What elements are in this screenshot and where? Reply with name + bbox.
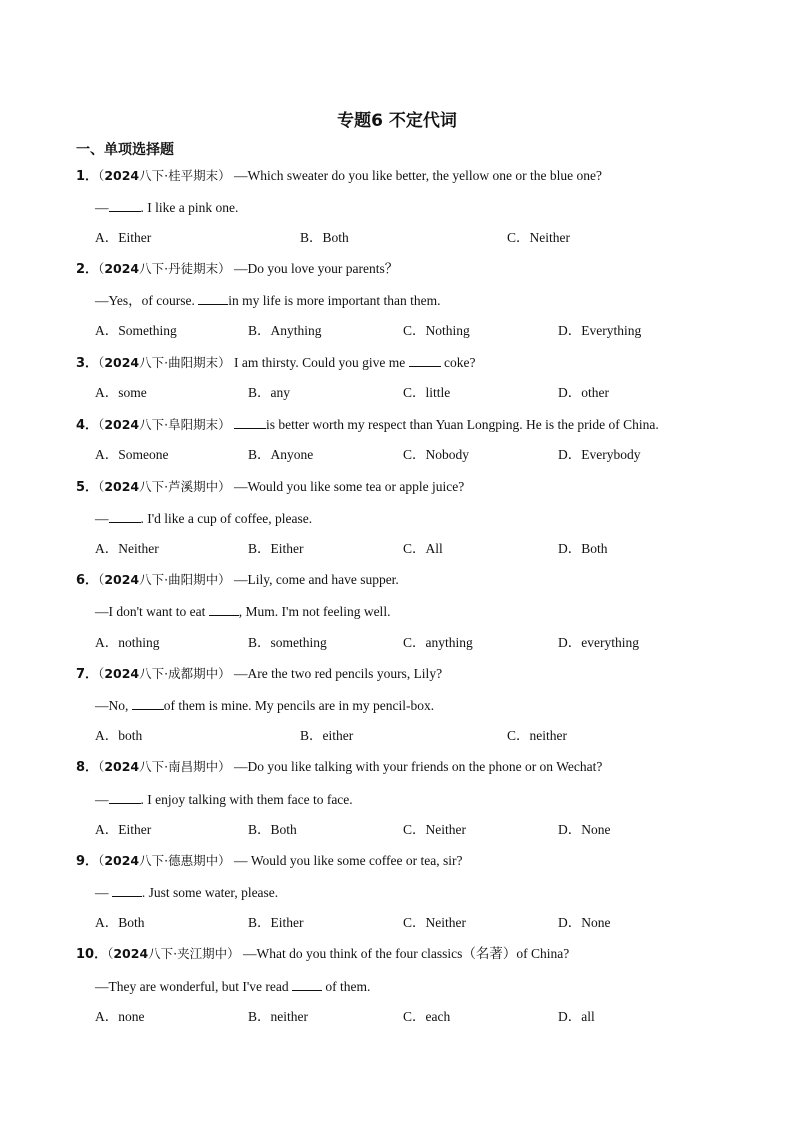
- answer-option[interactable]: [558, 385, 609, 401]
- option-text: Either: [270, 915, 304, 930]
- source-exam: 八下·曲阳期中: [139, 572, 219, 587]
- answer-blank[interactable]: [209, 603, 239, 616]
- source-year: 2024: [104, 666, 140, 681]
- source-year: 2024: [104, 572, 140, 587]
- option-text: Neither: [425, 915, 466, 930]
- source-year: 2024: [104, 759, 140, 774]
- source-close: ）: [218, 261, 231, 276]
- source-exam: 八下·曲阳期末: [139, 355, 219, 370]
- answer-option[interactable]: [95, 728, 142, 744]
- option-text: Either: [118, 822, 152, 837]
- answer-blank[interactable]: [292, 978, 322, 991]
- option-letter: C．: [403, 447, 426, 462]
- answer-option[interactable]: [95, 915, 145, 931]
- option-text: either: [322, 728, 354, 743]
- option-letter: C．: [403, 915, 426, 930]
- stem-text: —: [95, 511, 109, 526]
- answer-option[interactable]: [95, 541, 159, 557]
- source-exam: 八下·丹徒期末: [139, 261, 219, 276]
- source-close: ）: [218, 759, 231, 774]
- answer-option[interactable]: [403, 541, 443, 557]
- source-exam: 八下·夹江期中: [148, 946, 228, 961]
- option-text: none: [118, 1009, 145, 1024]
- option-text: everything: [581, 635, 639, 650]
- source-close: ）: [218, 479, 231, 494]
- option-letter: B．: [248, 635, 271, 650]
- option-text: Either: [270, 541, 304, 556]
- option-letter: C．: [507, 728, 530, 743]
- option-text: some: [118, 385, 147, 400]
- option-letter: B．: [248, 541, 271, 556]
- answer-option[interactable]: [248, 541, 304, 557]
- option-text: nothing: [118, 635, 160, 650]
- answer-option[interactable]: [507, 728, 567, 744]
- option-letter: A．: [95, 541, 119, 556]
- question-stem: [76, 261, 398, 278]
- option-text: Anyone: [270, 447, 314, 462]
- answer-option[interactable]: [403, 1009, 450, 1025]
- source-year: 2024: [104, 355, 140, 370]
- question-stem: [76, 759, 602, 776]
- option-letter: A．: [95, 230, 119, 245]
- question-reply: [95, 292, 440, 309]
- option-letter: D．: [558, 635, 582, 650]
- question-number: 10．: [76, 947, 108, 962]
- option-letter: D．: [558, 323, 582, 338]
- option-text: neither: [529, 728, 567, 743]
- stem-text: —They are wonderful, but I've read: [95, 979, 292, 994]
- answer-option[interactable]: [248, 822, 297, 838]
- answer-option[interactable]: [558, 541, 608, 557]
- source-year: 2024: [104, 168, 140, 183]
- question-source: （2024八下·芦溪期中）: [98, 479, 231, 494]
- option-text: Both: [118, 915, 145, 930]
- option-text: None: [581, 822, 611, 837]
- page-title: 专题6 不定代词: [337, 111, 457, 131]
- question-number: 5．: [76, 480, 99, 495]
- stem-text: is better worth my respect than Yuan Longping. He is the pride of China.: [265, 417, 659, 432]
- stem-text: coke?: [440, 355, 476, 370]
- option-letter: A．: [95, 822, 119, 837]
- answer-option[interactable]: [507, 230, 570, 246]
- stem-text: of them.: [321, 979, 371, 994]
- option-text: other: [581, 385, 609, 400]
- option-text: Both: [581, 541, 608, 556]
- option-letter: D．: [558, 915, 582, 930]
- option-letter: A．: [95, 915, 119, 930]
- source-year: 2024: [104, 479, 140, 494]
- stem-text: —Yes，of course.: [95, 293, 199, 308]
- option-letter: B．: [248, 822, 271, 837]
- answer-option[interactable]: [558, 323, 641, 339]
- question-stem: [76, 666, 442, 683]
- source-close: ）: [218, 666, 231, 681]
- answer-option[interactable]: [248, 915, 304, 931]
- stem-text: . Just some water, please.: [141, 885, 279, 900]
- source-exam: 八下·南昌期中: [139, 759, 219, 774]
- answer-option[interactable]: [95, 447, 169, 463]
- question-reply: [95, 697, 434, 714]
- question-source: （2024八下·成都期中）: [98, 666, 231, 681]
- question-reply: [95, 199, 238, 216]
- source-close: ）: [218, 168, 231, 183]
- source-close: ）: [218, 417, 231, 432]
- option-text: Either: [118, 230, 152, 245]
- answer-option[interactable]: [403, 323, 470, 339]
- answer-option[interactable]: [403, 447, 469, 463]
- option-letter: C．: [507, 230, 530, 245]
- option-letter: B．: [248, 1009, 271, 1024]
- source-close: ）: [218, 572, 231, 587]
- stem-text: in my life is more important than them.: [228, 293, 441, 308]
- option-text: Both: [322, 230, 349, 245]
- option-letter: B．: [248, 447, 271, 462]
- option-text: Neither: [425, 822, 466, 837]
- option-text: each: [425, 1009, 451, 1024]
- answer-option[interactable]: [558, 447, 640, 463]
- option-letter: C．: [403, 822, 426, 837]
- question-reply: [95, 978, 370, 995]
- option-letter: D．: [558, 822, 582, 837]
- source-year: 2024: [104, 261, 140, 276]
- source-close: ）: [227, 946, 240, 961]
- answer-option[interactable]: [558, 635, 639, 651]
- answer-blank[interactable]: [198, 292, 228, 305]
- question-stem: [76, 416, 659, 434]
- source-close: ）: [218, 853, 231, 868]
- answer-blank[interactable]: [112, 884, 142, 897]
- option-text: anything: [425, 635, 473, 650]
- stem-text: of them is mine. My pencils are in my pencil-box.: [163, 698, 435, 713]
- answer-option[interactable]: [300, 230, 349, 246]
- stem-text: —Which sweater do you like better, the yellow one or the blue one?: [233, 168, 602, 183]
- question-number: 7．: [76, 667, 99, 682]
- question-source: （2024八下·夹江期中）: [107, 946, 240, 961]
- option-text: Everything: [581, 323, 642, 338]
- option-letter: B．: [300, 230, 323, 245]
- option-letter: B．: [248, 385, 271, 400]
- question-reply: [95, 603, 390, 620]
- stem-text: , Mum. I'm not feeling well.: [238, 604, 391, 619]
- answer-option[interactable]: [95, 230, 151, 246]
- stem-text: —: [95, 885, 112, 900]
- answer-option[interactable]: [95, 323, 177, 339]
- answer-option[interactable]: [95, 822, 151, 838]
- option-text: All: [425, 541, 443, 556]
- option-letter: B．: [300, 728, 323, 743]
- option-letter: A．: [95, 447, 119, 462]
- option-text: Neither: [529, 230, 570, 245]
- option-letter: D．: [558, 385, 582, 400]
- option-letter: B．: [248, 323, 271, 338]
- answer-option[interactable]: [558, 915, 611, 931]
- option-text: something: [270, 635, 327, 650]
- answer-option[interactable]: [300, 728, 353, 744]
- stem-text: —I don't want to eat: [95, 604, 209, 619]
- option-letter: A．: [95, 385, 119, 400]
- option-letter: C．: [403, 635, 426, 650]
- answer-option[interactable]: [403, 385, 450, 401]
- option-text: little: [425, 385, 451, 400]
- answer-blank[interactable]: [109, 510, 141, 523]
- question-stem: [76, 354, 475, 372]
- answer-option[interactable]: [248, 1009, 308, 1025]
- answer-option[interactable]: [248, 635, 327, 651]
- source-year: 2024: [104, 417, 140, 432]
- option-text: all: [581, 1009, 595, 1024]
- question-source: （2024八下·桂平期末）: [98, 168, 231, 183]
- section-heading: 一、单项选择题: [76, 142, 174, 158]
- question-source: （2024八下·丹徒期末）: [98, 261, 231, 276]
- question-number: 9．: [76, 854, 99, 869]
- answer-blank[interactable]: [234, 416, 266, 429]
- question-source: （2024八下·德惠期中）: [98, 853, 231, 868]
- question-number: 2．: [76, 262, 99, 277]
- question-stem: [76, 853, 462, 870]
- answer-option[interactable]: [95, 635, 160, 651]
- answer-option[interactable]: [558, 1009, 595, 1025]
- stem-text: — Would you like some coffee or tea, sir?: [233, 853, 463, 868]
- option-letter: D．: [558, 1009, 582, 1024]
- option-text: neither: [270, 1009, 308, 1024]
- option-letter: B．: [248, 915, 271, 930]
- question-stem: [76, 946, 569, 963]
- option-letter: C．: [403, 323, 426, 338]
- option-letter: A．: [95, 1009, 119, 1024]
- answer-option[interactable]: [403, 635, 473, 651]
- option-text: None: [581, 915, 611, 930]
- option-letter: C．: [403, 541, 426, 556]
- question-reply: [95, 510, 312, 527]
- stem-text: . I like a pink one.: [140, 200, 239, 215]
- option-letter: C．: [403, 1009, 426, 1024]
- question-source: （2024八下·曲阳期中）: [98, 572, 231, 587]
- stem-text: —Do you love your parents？: [233, 261, 399, 276]
- question-stem: [76, 572, 399, 589]
- question-source: （2024八下·南昌期中）: [98, 759, 231, 774]
- answer-option[interactable]: [95, 1009, 145, 1025]
- answer-option[interactable]: [95, 385, 147, 401]
- option-text: both: [118, 728, 143, 743]
- question-number: 8．: [76, 760, 99, 775]
- answer-option[interactable]: [403, 822, 466, 838]
- stem-text: —No,: [95, 698, 132, 713]
- question-number: 3．: [76, 356, 99, 371]
- stem-text: —What do you think of the four classics（名著）of China?: [243, 946, 570, 961]
- option-text: Neither: [118, 541, 159, 556]
- source-close: ）: [218, 355, 231, 370]
- source-year: 2024: [113, 946, 149, 961]
- option-text: Both: [270, 822, 297, 837]
- option-text: any: [270, 385, 291, 400]
- stem-text: —: [95, 792, 109, 807]
- answer-blank[interactable]: [409, 354, 441, 367]
- answer-option[interactable]: [248, 385, 290, 401]
- option-letter: A．: [95, 323, 119, 338]
- option-letter: D．: [558, 447, 582, 462]
- question-reply: [95, 791, 353, 808]
- source-exam: 八下·成都期中: [139, 666, 219, 681]
- stem-text: . I'd like a cup of coffee, please.: [140, 511, 313, 526]
- stem-text: I am thirsty. Could you give me: [233, 355, 409, 370]
- question-reply: [95, 884, 278, 901]
- stem-text: . I enjoy talking with them face to face.: [140, 792, 353, 807]
- option-text: Anything: [270, 323, 322, 338]
- stem-text: —Lily, come and have supper.: [233, 572, 399, 587]
- answer-option[interactable]: [248, 323, 322, 339]
- question-number: 6．: [76, 573, 99, 588]
- option-letter: D．: [558, 541, 582, 556]
- option-text: Nobody: [425, 447, 470, 462]
- stem-text: —Are the two red pencils yours, Lily?: [233, 666, 443, 681]
- answer-option[interactable]: [558, 822, 611, 838]
- option-text: Something: [118, 323, 177, 338]
- option-letter: A．: [95, 635, 119, 650]
- option-letter: C．: [403, 385, 426, 400]
- question-number: 4．: [76, 418, 99, 433]
- source-exam: 八下·德惠期中: [139, 853, 219, 868]
- source-exam: 八下·阜阳期末: [139, 417, 219, 432]
- answer-blank[interactable]: [132, 697, 164, 710]
- stem-text: —Would you like some tea or apple juice?: [233, 479, 465, 494]
- source-exam: 八下·桂平期末: [139, 168, 219, 183]
- stem-text: —: [95, 200, 109, 215]
- option-text: Everybody: [581, 447, 641, 462]
- option-text: Nothing: [425, 323, 470, 338]
- question-number: 1．: [76, 169, 99, 184]
- option-letter: A．: [95, 728, 119, 743]
- answer-blank[interactable]: [109, 791, 141, 804]
- stem-text: —Do you like talking with your friends on the phone or on Wechat?: [233, 759, 603, 774]
- option-text: Someone: [118, 447, 169, 462]
- answer-option[interactable]: [403, 915, 466, 931]
- question-source: （2024八下·曲阳期末）: [98, 355, 231, 370]
- question-stem: [76, 168, 602, 185]
- question-stem: [76, 479, 464, 496]
- question-source: （2024八下·阜阳期末）: [98, 417, 231, 432]
- answer-option[interactable]: [248, 447, 313, 463]
- source-exam: 八下·芦溪期中: [139, 479, 219, 494]
- source-year: 2024: [104, 853, 140, 868]
- answer-blank[interactable]: [109, 199, 141, 212]
